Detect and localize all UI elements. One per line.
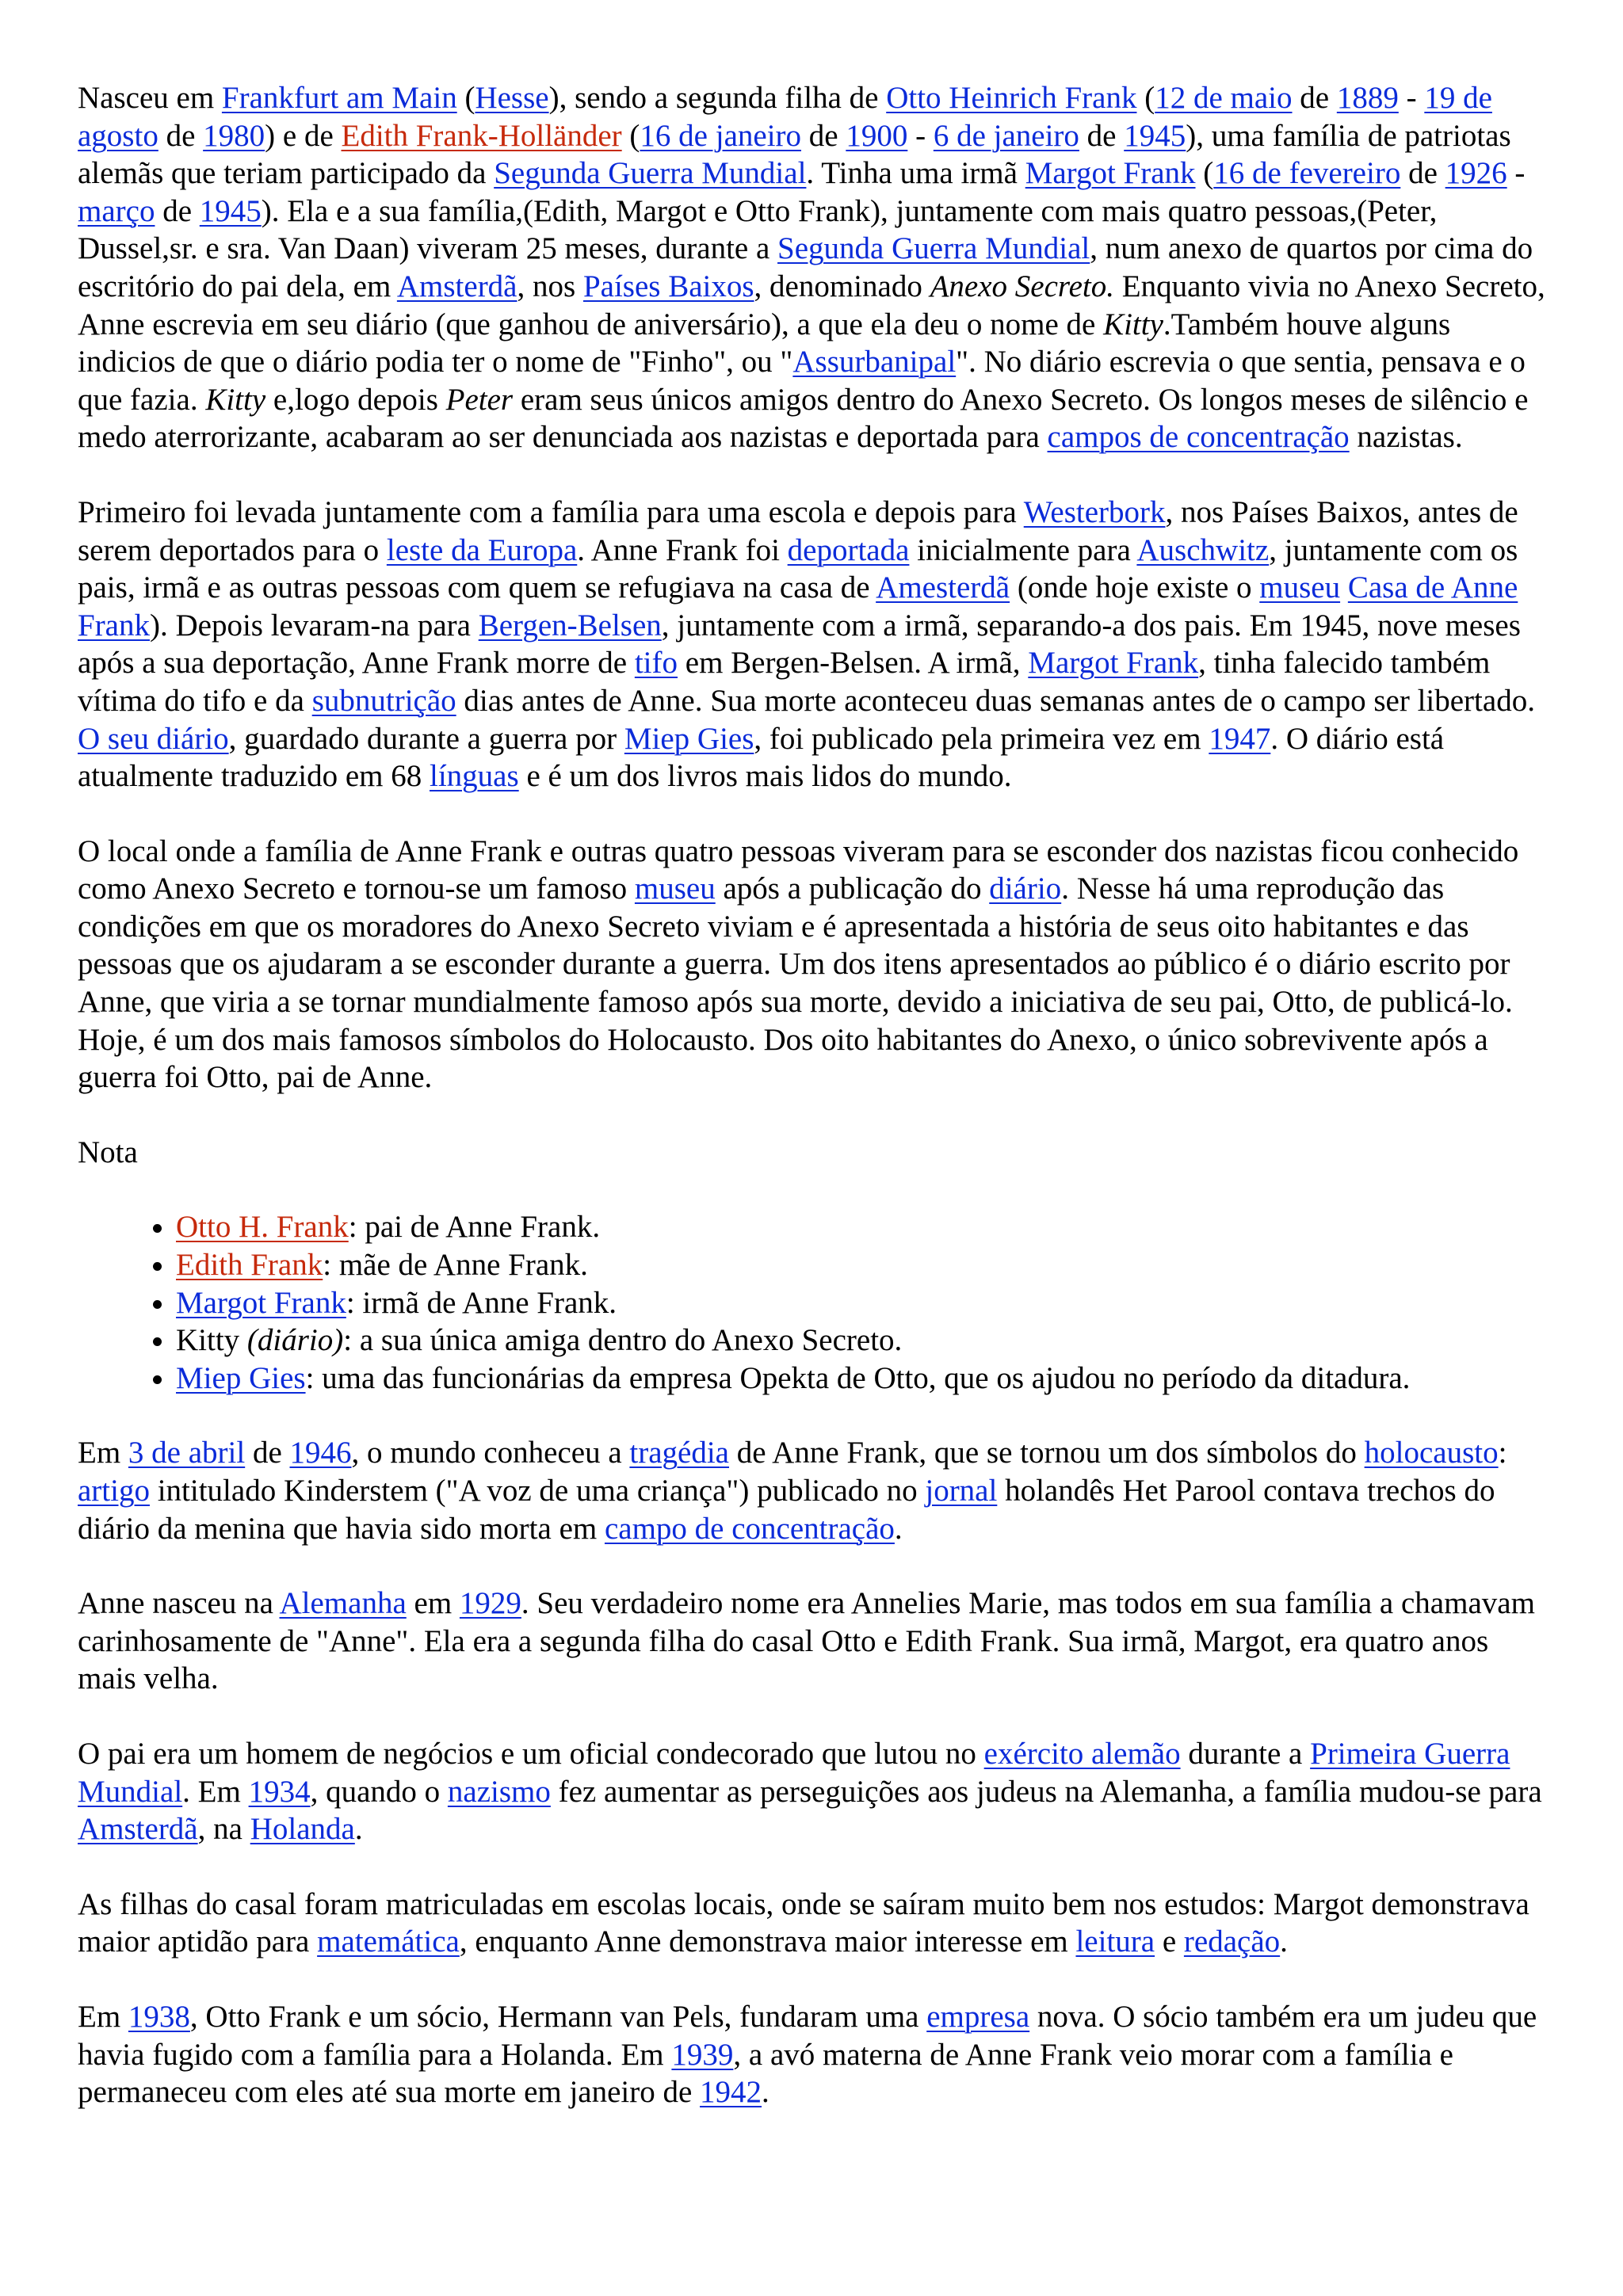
link-alemanha[interactable]: Alemanha xyxy=(279,1586,407,1621)
link-1946[interactable]: 1946 xyxy=(289,1436,352,1470)
link-1926[interactable]: 1926 xyxy=(1445,156,1507,191)
link-1889[interactable]: 1889 xyxy=(1336,81,1399,115)
link-1980[interactable]: 1980 xyxy=(203,118,265,153)
text-run: intitulado Kinderstem ("A voz de uma criança") publicado no xyxy=(149,1474,926,1508)
text-run: , a avó materna de Anne Frank veio morar com a família e permaneceu com eles até sua morte em janeiro de xyxy=(78,2037,1453,2110)
link-redacao[interactable]: redação xyxy=(1183,1924,1281,1959)
emphasis-text: (diário) xyxy=(246,1323,344,1358)
text-run: nazistas. xyxy=(1349,420,1463,455)
link-edith-frank-hollander[interactable]: Edith Frank-Holländer xyxy=(341,118,622,153)
link-o-seu-diario[interactable]: O seu diário xyxy=(78,721,229,756)
text-run: durante a xyxy=(1180,1736,1311,1771)
text-run: Nasceu em xyxy=(78,81,222,115)
text-run: de xyxy=(1292,81,1337,115)
text-run: , foi publicado pela primeira vez em xyxy=(754,721,1209,756)
text-run: ( xyxy=(456,81,475,115)
link-diario[interactable]: diário xyxy=(989,871,1062,906)
link-museu[interactable]: museu xyxy=(634,871,716,906)
text-run: : pai de Anne Frank. xyxy=(348,1210,601,1245)
link-miep-gies[interactable]: Miep Gies xyxy=(176,1360,306,1395)
text-run: ( xyxy=(1195,156,1214,191)
notes-list xyxy=(78,1208,1553,1397)
link-margot-frank[interactable]: Margot Frank xyxy=(1028,646,1199,681)
text-run: O pai era um homem de negócios e um oficial condecorado que lutou no xyxy=(78,1736,984,1771)
text-run: . Tinha uma irmã xyxy=(806,156,1025,191)
text-run: , guardado durante a guerra por xyxy=(228,721,624,756)
text-run: eram seus únicos amigos dentro do Anexo Secreto. Os longos meses de silêncio e medo aterrorizante, acabaram ao ser denunciada aos nazistas e deportada para xyxy=(78,382,1529,455)
text-run: . xyxy=(762,2075,769,2110)
link-16-de-janeiro[interactable]: 16 de janeiro xyxy=(640,118,802,153)
text-run: ), sendo a segunda filha de xyxy=(548,81,887,115)
text-run: . Anne Frank foi xyxy=(577,532,788,567)
link-1939[interactable]: 1939 xyxy=(671,2037,734,2072)
link-paises-baixos[interactable]: Países Baixos xyxy=(582,269,754,303)
text-run: ( xyxy=(621,118,640,153)
text-run: holandês Het Parool contava trechos do diário da menina que havia sido morta em xyxy=(78,1474,1495,1546)
link-holocausto[interactable]: holocausto xyxy=(1364,1436,1499,1470)
emphasis-text: Peter xyxy=(445,382,514,417)
link-1945[interactable]: 1945 xyxy=(199,193,262,228)
text-run xyxy=(1340,570,1348,605)
text-run: . Nesse há uma reprodução das condições em que os moradores do Anexo Secreto viviam e é apresentada a história de seus oito habitantes e das pessoas que os ajudaram a se esconder durante a guerra. Um dos itens apresentados ao público é o diário escrito por Anne, que viria a se tornar mundialmente famoso após sua morte, devido a iniciativa de seu pai, Otto, de publicá-lo. Hoje, é um dos mais famosos símbolos do Holocausto. Dos oito habitantes do Anexo, o único sobrevivente após a guerra foi Otto, pai de Anne. xyxy=(78,871,1513,1095)
link-amsterda[interactable]: Amsterdã xyxy=(78,1812,198,1847)
text-run: , juntamente com os pais, irmã e as outras pessoas com quem se refugiava na casa de xyxy=(78,532,1518,605)
link-holanda[interactable]: Holanda xyxy=(250,1812,355,1847)
text-run: de xyxy=(1400,156,1445,191)
text-run: e,logo depois xyxy=(265,382,446,417)
link-1934[interactable]: 1934 xyxy=(248,1774,311,1809)
text-run: , tinha falecido também vítima do tifo e da xyxy=(78,646,1491,718)
text-run: . xyxy=(1280,1924,1288,1959)
link-hesse[interactable]: Hesse xyxy=(475,81,549,115)
link-frankfurt-am-main[interactable]: Frankfurt am Main xyxy=(221,81,457,115)
link-3-de-abril[interactable]: 3 de abril xyxy=(128,1436,246,1470)
text-run: em xyxy=(406,1586,460,1621)
link-19-de-agosto[interactable]: 19 de agosto xyxy=(78,81,1492,153)
link-amsterda[interactable]: Amsterdã xyxy=(396,269,517,303)
link-segunda-guerra-mundial[interactable]: Segunda Guerra Mundial xyxy=(494,156,807,191)
link-matematica[interactable]: matemática xyxy=(317,1924,460,1959)
link-leitura[interactable]: leitura xyxy=(1075,1924,1155,1959)
link-marco[interactable]: março xyxy=(78,193,155,228)
text-run: após a publicação do xyxy=(715,871,990,906)
text-run: , o mundo conheceu a xyxy=(351,1436,630,1470)
link-amesterda[interactable]: Amesterdã xyxy=(876,570,1010,605)
link-16-de-fevereiro[interactable]: 16 de fevereiro xyxy=(1213,156,1401,191)
text-run: ". No diário escrevia o que sentia, pensava e o que fazia. xyxy=(78,345,1526,417)
link-auschwitz[interactable]: Auschwitz xyxy=(1136,532,1270,567)
text-run: , na xyxy=(197,1812,250,1847)
link-otto-h-frank[interactable]: Otto H. Frank xyxy=(176,1210,349,1245)
link-jornal[interactable]: jornal xyxy=(925,1474,998,1508)
link-westerbork[interactable]: Westerbork xyxy=(1023,494,1166,529)
link-leste-da-europa[interactable]: leste da Europa xyxy=(386,532,578,567)
text-run: inicialmente para xyxy=(909,532,1137,567)
text-run: ) e de xyxy=(265,118,342,153)
text-run: e xyxy=(1155,1924,1184,1959)
text-run: - xyxy=(907,118,934,153)
text-run: ), uma família de patriotas alemãs que teriam participado da xyxy=(78,118,1511,191)
paragraph-secret-annex-museum xyxy=(78,833,1553,1097)
text-run: , nos Países Baixos, antes de serem deportados para o xyxy=(78,494,1518,567)
text-run: , enquanto Anne demonstrava maior interesse em xyxy=(459,1924,1076,1959)
link-1938[interactable]: 1938 xyxy=(128,1999,190,2034)
emphasis-text: Kitty xyxy=(1103,307,1163,341)
text-run: : a sua única amiga dentro do Anexo Secreto. xyxy=(343,1323,903,1358)
link-assurbanipal[interactable]: Assurbanipal xyxy=(792,345,957,379)
text-run: , juntamente com a irmã, separando-a dos pais. Em 1945, nove meses após a sua deportação, Anne Frank morre de xyxy=(78,608,1521,681)
text-run: : xyxy=(1498,1436,1507,1470)
text-run: - xyxy=(1507,156,1526,191)
text-run: ( xyxy=(1136,81,1155,115)
link-subnutricao[interactable]: subnutrição xyxy=(311,683,456,718)
paragraph-diary-publication xyxy=(78,1434,1553,1547)
note-item xyxy=(176,1284,1553,1322)
text-run: ). Depois levaram-na para xyxy=(150,608,479,643)
link-nazismo[interactable]: nazismo xyxy=(447,1774,551,1809)
note-item xyxy=(176,1208,1553,1246)
text-run: de xyxy=(1079,118,1125,153)
link-margot-frank[interactable]: Margot Frank xyxy=(176,1285,346,1320)
text-run: O local onde a família de Anne Frank e outras quatro pessoas viveram para se esconder dos nazistas ficou conhecido como Anexo Secreto e tornou-se um famoso xyxy=(78,833,1519,906)
link-bergen-belsen[interactable]: Bergen-Belsen xyxy=(478,608,662,643)
note-heading: Nota xyxy=(78,1135,138,1169)
text-run: , denominado xyxy=(754,269,930,303)
link-tifo[interactable]: tifo xyxy=(634,646,678,681)
text-run: de xyxy=(158,118,204,153)
link-exercito-alemao[interactable]: exército alemão xyxy=(983,1736,1181,1771)
link-margot-frank[interactable]: Margot Frank xyxy=(1025,156,1196,191)
link-museu[interactable]: museu xyxy=(1259,570,1341,605)
link-1945[interactable]: 1945 xyxy=(1124,118,1186,153)
link-1947[interactable]: 1947 xyxy=(1209,721,1271,756)
text-run: Enquanto vivia no Anexo Secreto, Anne escrevia em seu diário (que ganhou de aniversário), a que ela deu o nome de xyxy=(78,269,1545,341)
text-run: e é um dos livros mais lidos do mundo. xyxy=(518,759,1012,794)
paragraph-father-and-move xyxy=(78,1735,1553,1848)
paragraph-birth-and-hiding xyxy=(78,79,1553,456)
text-run: dias antes de Anne. Sua morte aconteceu duas semanas antes de o campo ser libertado. xyxy=(456,683,1535,718)
emphasis-text: Kitty xyxy=(205,382,266,417)
paragraph-school xyxy=(78,1886,1553,1961)
paragraph-company xyxy=(78,1998,1553,2111)
text-run: : uma das funcionárias da empresa Opekta de Otto, que os ajudou no período da ditadura. xyxy=(305,1360,1411,1395)
text-run: , num anexo de quartos por cima do escritório do pai dela, em xyxy=(78,231,1533,303)
text-run: , nos xyxy=(517,269,583,303)
text-run: Kitty xyxy=(176,1323,247,1358)
text-run: . xyxy=(354,1812,363,1847)
link-casa-de-anne-frank[interactable]: Casa de Anne Frank xyxy=(78,570,1518,643)
link-artigo[interactable]: artigo xyxy=(78,1474,150,1508)
link-empresa[interactable]: empresa xyxy=(926,1999,1030,2034)
text-run: - xyxy=(1398,81,1425,115)
text-run: em Bergen-Belsen. A irmã, xyxy=(678,646,1029,681)
link-otto-heinrich-frank[interactable]: Otto Heinrich Frank xyxy=(886,81,1137,115)
link-edith-frank[interactable]: Edith Frank xyxy=(176,1248,323,1283)
link-deportada[interactable]: deportada xyxy=(787,532,910,567)
text-run: . O diário está atualmente traduzido em 68 xyxy=(78,721,1445,794)
text-run: Em xyxy=(78,1999,128,2034)
link-primeira-guerra-mundial[interactable]: Primeira Guerra Mundial xyxy=(78,1736,1510,1809)
note-item xyxy=(176,1322,1553,1360)
text-run: de xyxy=(245,1436,290,1470)
text-run: nova. O sócio também era um judeu que havia fugido com a família para a Holanda. Em xyxy=(78,1999,1537,2072)
text-run: ). Ela e a sua família,(Edith, Margot e Otto Frank), juntamente com mais quatro pessoas,(Peter, Dussel,sr. e sra. Van Daan) viveram 25 meses, durante a xyxy=(78,193,1438,266)
text-run: de Anne Frank, que se tornou um dos símbolos do xyxy=(729,1436,1365,1470)
paragraph-early-life xyxy=(78,1585,1553,1698)
text-run: As filhas do casal foram matriculadas em escolas locais, onde se saíram muito bem nos estudos: Margot demonstrava maior aptidão para xyxy=(78,1886,1529,1959)
text-run: .Também houve alguns indicios de que o diário podia ter o nome de "Finho", ou " xyxy=(78,307,1451,379)
text-run: Primeiro foi levada juntamente com a família para uma escola e depois para xyxy=(78,494,1024,529)
link-1929[interactable]: 1929 xyxy=(459,1586,521,1621)
text-run: . Seu verdadeiro nome era Annelies Marie, mas todos em sua família a chamavam carinhosamente de "Anne". Ela era a segunda filha do casal Otto e Edith Frank. Sua irmã, Margot, era quatro anos mais velha. xyxy=(78,1586,1535,1696)
link-6-de-janeiro[interactable]: 6 de janeiro xyxy=(933,118,1079,153)
text-run: fez aumentar as perseguições aos judeus na Alemanha, a família mudou-se para xyxy=(550,1774,1542,1809)
text-run: , quando o xyxy=(310,1774,448,1809)
link-tragedia[interactable]: tragédia xyxy=(629,1436,729,1470)
link-campos-de-concentracao[interactable]: campos de concentração xyxy=(1047,420,1350,455)
text-run: : mãe de Anne Frank. xyxy=(323,1248,588,1283)
link-miep-gies[interactable]: Miep Gies xyxy=(624,721,754,756)
text-run: Anne nasceu na xyxy=(78,1586,280,1621)
note-item xyxy=(176,1246,1553,1284)
link-1942[interactable]: 1942 xyxy=(700,2075,762,2110)
text-run: (onde hoje existe o xyxy=(1010,570,1260,605)
paragraph-deportation xyxy=(78,494,1553,795)
link-linguas[interactable]: línguas xyxy=(430,759,519,794)
link-campo-de-concentracao[interactable]: campo de concentração xyxy=(604,1511,895,1546)
text-run: de xyxy=(155,193,200,228)
note-item xyxy=(176,1360,1553,1398)
emphasis-text: Anexo Secreto. xyxy=(930,269,1115,303)
text-run: : irmã de Anne Frank. xyxy=(346,1285,617,1320)
text-run: , Otto Frank e um sócio, Hermann van Pels, fundaram uma xyxy=(189,1999,927,2034)
link-segunda-guerra-mundial[interactable]: Segunda Guerra Mundial xyxy=(777,231,1090,266)
link-12-de-maio[interactable]: 12 de maio xyxy=(1155,81,1293,115)
text-run: de xyxy=(801,118,846,153)
text-run: Em xyxy=(78,1436,128,1470)
text-run: . xyxy=(894,1511,903,1546)
link-1900[interactable]: 1900 xyxy=(846,118,908,153)
text-run: . Em xyxy=(182,1774,249,1809)
